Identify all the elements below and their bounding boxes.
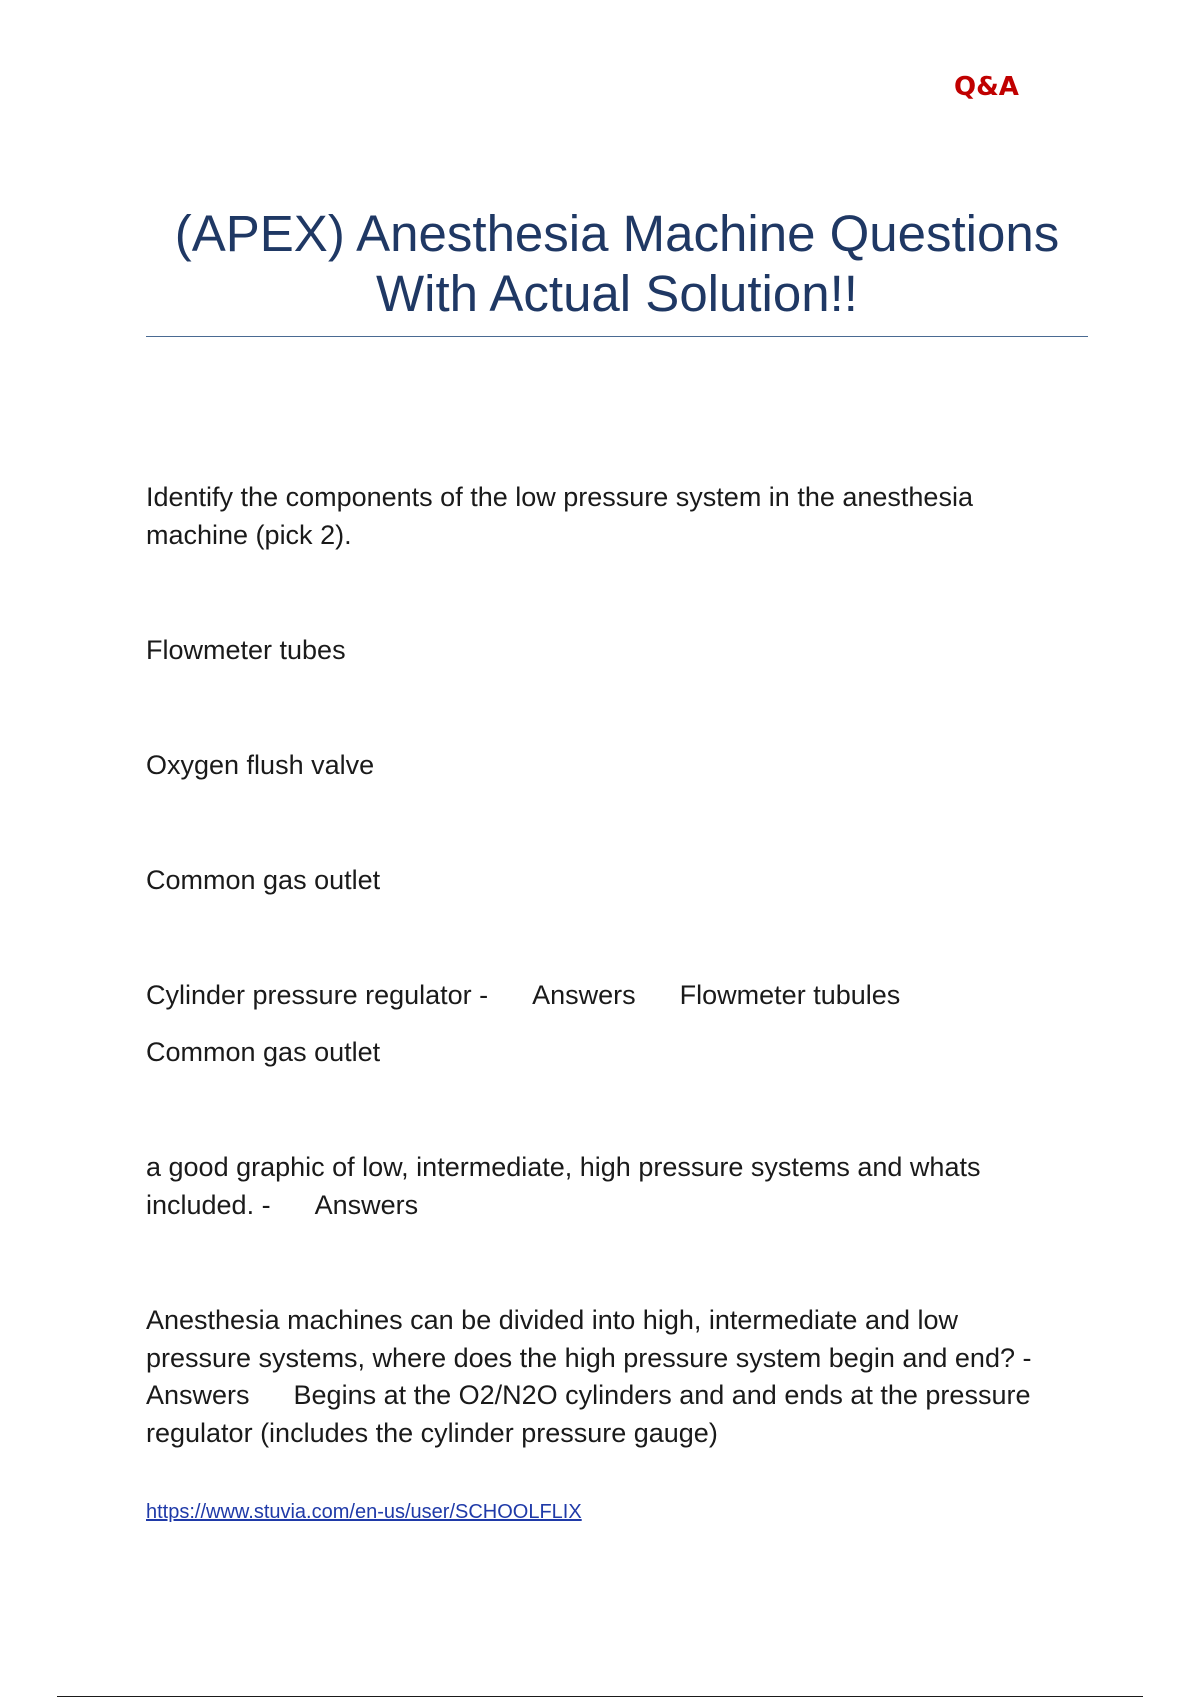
option-3: Common gas outlet (146, 865, 381, 895)
question-1 (146, 479, 1106, 554)
question-2-line-1: a good graphic of low, intermediate, high pressure systems and whats (146, 1152, 981, 1182)
qa-label: Q&A (954, 72, 1019, 102)
option-1: Flowmeter tubes (146, 635, 346, 665)
question-1-line-2: machine (pick 2). (146, 519, 352, 550)
question-3 (146, 1302, 1106, 1452)
question-3-answer: Begins at the O2/N2O cylinders and and ends at the pressure (293, 1380, 1031, 1410)
answers-label: Answers (532, 980, 636, 1010)
answer-1-part-1: Flowmeter tubules (679, 980, 901, 1010)
option-2: Oxygen flush valve (146, 750, 375, 780)
title-divider (146, 336, 1088, 337)
question-2 (146, 1149, 1106, 1224)
question-3-line-1: Anesthesia machines can be divided into high, intermediate and low (146, 1305, 959, 1335)
option-4-with-answer (146, 977, 1106, 1015)
answers-label-2: Answers (314, 1189, 419, 1220)
footer-divider (57, 1696, 1143, 1697)
title-line-1: (APEX) Anesthesia Machine Questions (174, 205, 1060, 262)
question-2-line-2: included. - (146, 1189, 271, 1220)
page-title (146, 204, 1088, 324)
question-1-line-1: Identify the components of the low pressure system in the anesthesia (146, 482, 973, 512)
question-3-line-2: pressure systems, where does the high pressure system begin and end? - (146, 1342, 1032, 1373)
title-line-2: With Actual Solution!! (376, 265, 858, 322)
stuvia-profile-link[interactable]: https://www.stuvia.com/en-us/user/SCHOOLFLIX (146, 1501, 582, 1523)
answer-1-part-2: Common gas outlet (146, 1037, 381, 1067)
answers-label-3: Answers (146, 1380, 250, 1410)
option-4: Cylinder pressure regulator - (146, 980, 489, 1010)
question-3-line-4: regulator (includes the cylinder pressure gauge) (146, 1417, 718, 1448)
